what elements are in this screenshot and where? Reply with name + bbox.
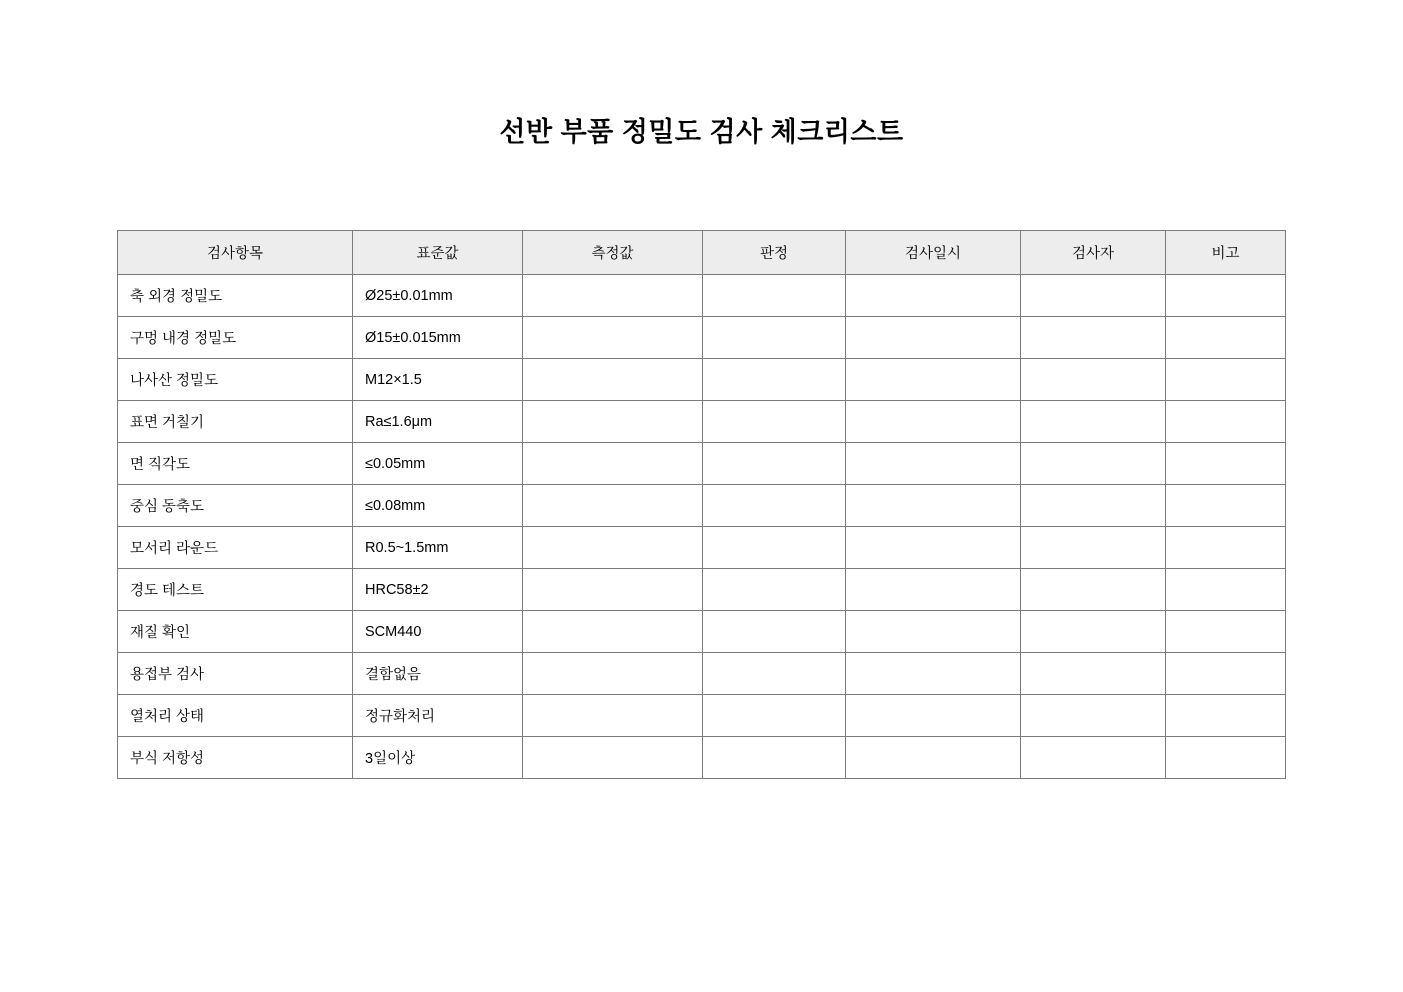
cell-note[interactable]: [1166, 737, 1286, 779]
column-header-judgement: 판정: [703, 231, 846, 275]
cell-standard: 결함없음: [353, 653, 523, 695]
cell-judgement[interactable]: [703, 653, 846, 695]
cell-item: 면 직각도: [118, 443, 353, 485]
cell-note[interactable]: [1166, 359, 1286, 401]
table-row: [118, 401, 1286, 443]
cell-date[interactable]: [846, 275, 1021, 317]
cell-measured[interactable]: [523, 611, 703, 653]
cell-inspector[interactable]: [1021, 359, 1166, 401]
column-header-item: 검사항목: [118, 231, 353, 275]
cell-measured[interactable]: [523, 527, 703, 569]
cell-measured[interactable]: [523, 485, 703, 527]
cell-date[interactable]: [846, 569, 1021, 611]
table-row: [118, 569, 1286, 611]
cell-standard: ≤0.08mm: [353, 485, 523, 527]
cell-measured[interactable]: [523, 737, 703, 779]
table-header-row: [118, 231, 1286, 275]
checklist-table-container: [117, 230, 1285, 779]
cell-date[interactable]: [846, 359, 1021, 401]
cell-date[interactable]: [846, 485, 1021, 527]
cell-standard: ≤0.05mm: [353, 443, 523, 485]
cell-date[interactable]: [846, 737, 1021, 779]
cell-inspector[interactable]: [1021, 569, 1166, 611]
column-header-measured: 측정값: [523, 231, 703, 275]
cell-standard: Ø25±0.01mm: [353, 275, 523, 317]
cell-date[interactable]: [846, 527, 1021, 569]
cell-note[interactable]: [1166, 653, 1286, 695]
cell-date[interactable]: [846, 401, 1021, 443]
cell-standard: Ra≤1.6μm: [353, 401, 523, 443]
cell-inspector[interactable]: [1021, 737, 1166, 779]
cell-note[interactable]: [1166, 275, 1286, 317]
cell-measured[interactable]: [523, 401, 703, 443]
column-header-note: 비고: [1166, 231, 1286, 275]
cell-standard: R0.5~1.5mm: [353, 527, 523, 569]
cell-judgement[interactable]: [703, 443, 846, 485]
cell-standard: SCM440: [353, 611, 523, 653]
cell-note[interactable]: [1166, 317, 1286, 359]
column-header-date: 검사일시: [846, 231, 1021, 275]
cell-inspector[interactable]: [1021, 527, 1166, 569]
cell-inspector[interactable]: [1021, 275, 1166, 317]
cell-standard: 3일이상: [353, 737, 523, 779]
cell-judgement[interactable]: [703, 569, 846, 611]
cell-inspector[interactable]: [1021, 485, 1166, 527]
cell-item: 표면 거칠기: [118, 401, 353, 443]
page-title: 선반 부품 정밀도 검사 체크리스트: [499, 117, 904, 147]
cell-judgement[interactable]: [703, 695, 846, 737]
cell-measured[interactable]: [523, 443, 703, 485]
table-row: [118, 443, 1286, 485]
cell-inspector[interactable]: [1021, 611, 1166, 653]
table-row: [118, 485, 1286, 527]
table-row: [118, 275, 1286, 317]
table-row: [118, 611, 1286, 653]
cell-note[interactable]: [1166, 527, 1286, 569]
cell-standard: Ø15±0.015mm: [353, 317, 523, 359]
cell-measured[interactable]: [523, 317, 703, 359]
cell-judgement[interactable]: [703, 485, 846, 527]
cell-item: 부식 저항성: [118, 737, 353, 779]
table-body: [118, 275, 1286, 779]
cell-standard: 정규화처리: [353, 695, 523, 737]
cell-note[interactable]: [1166, 401, 1286, 443]
cell-judgement[interactable]: [703, 317, 846, 359]
cell-measured[interactable]: [523, 653, 703, 695]
cell-inspector[interactable]: [1021, 653, 1166, 695]
cell-standard: HRC58±2: [353, 569, 523, 611]
cell-item: 모서리 라운드: [118, 527, 353, 569]
table-row: [118, 359, 1286, 401]
cell-date[interactable]: [846, 653, 1021, 695]
cell-date[interactable]: [846, 695, 1021, 737]
cell-measured[interactable]: [523, 359, 703, 401]
cell-judgement[interactable]: [703, 737, 846, 779]
table-row: [118, 653, 1286, 695]
cell-note[interactable]: [1166, 569, 1286, 611]
cell-judgement[interactable]: [703, 401, 846, 443]
cell-measured[interactable]: [523, 569, 703, 611]
column-header-standard: 표준값: [353, 231, 523, 275]
cell-standard: M12×1.5: [353, 359, 523, 401]
cell-judgement[interactable]: [703, 275, 846, 317]
cell-item: 재질 확인: [118, 611, 353, 653]
cell-item: 구멍 내경 정밀도: [118, 317, 353, 359]
column-header-inspector: 검사자: [1021, 231, 1166, 275]
table-row: [118, 527, 1286, 569]
cell-note[interactable]: [1166, 695, 1286, 737]
table-header: [118, 231, 1286, 275]
cell-item: 용접부 검사: [118, 653, 353, 695]
cell-judgement[interactable]: [703, 527, 846, 569]
table-row: [118, 737, 1286, 779]
cell-date[interactable]: [846, 611, 1021, 653]
table-row: [118, 317, 1286, 359]
cell-item: 나사산 정밀도: [118, 359, 353, 401]
cell-inspector[interactable]: [1021, 401, 1166, 443]
cell-date[interactable]: [846, 443, 1021, 485]
cell-judgement[interactable]: [703, 611, 846, 653]
cell-note[interactable]: [1166, 611, 1286, 653]
cell-measured[interactable]: [523, 695, 703, 737]
cell-measured[interactable]: [523, 275, 703, 317]
inspection-checklist-table: [117, 230, 1286, 779]
cell-inspector[interactable]: [1021, 443, 1166, 485]
cell-item: 열처리 상태: [118, 695, 353, 737]
cell-item: 경도 테스트: [118, 569, 353, 611]
cell-judgement[interactable]: [703, 359, 846, 401]
cell-date[interactable]: [846, 317, 1021, 359]
cell-note[interactable]: [1166, 443, 1286, 485]
cell-item: 축 외경 정밀도: [118, 275, 353, 317]
cell-inspector[interactable]: [1021, 695, 1166, 737]
cell-inspector[interactable]: [1021, 317, 1166, 359]
cell-item: 중심 동축도: [118, 485, 353, 527]
cell-note[interactable]: [1166, 485, 1286, 527]
table-row: [118, 695, 1286, 737]
